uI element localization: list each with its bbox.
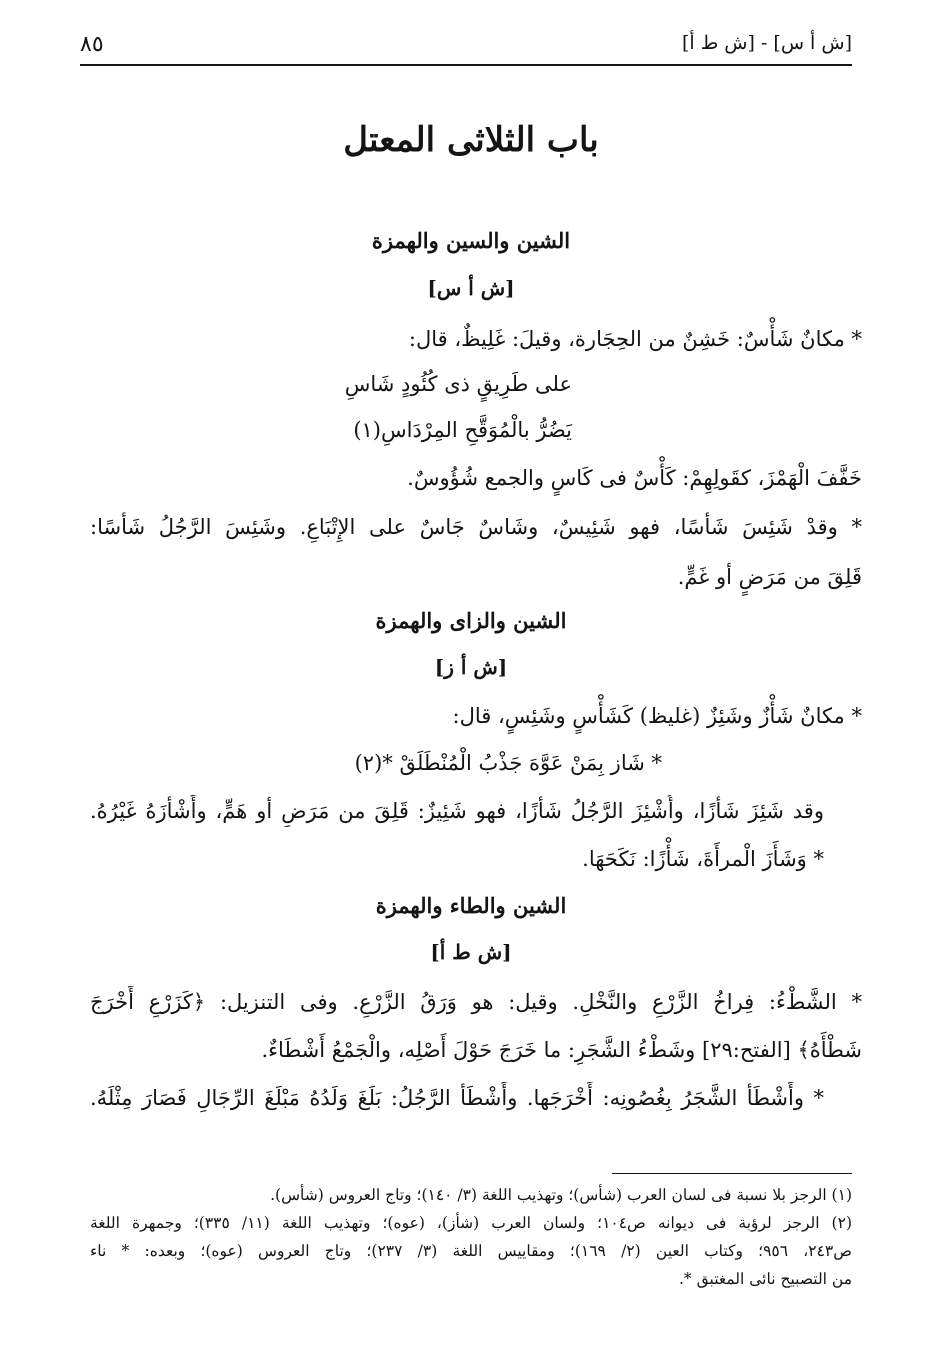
entry-line: * مكانٌ شَأْسٌ: خَشِنٌ من الحِجَارة، وقيلَ: غَلِيظٌ، قال: [408, 327, 862, 351]
root-label-sh-t-a: [ش ط أ] [430, 940, 512, 964]
entry-line: وقد شَئِزَ شَأَزًا، وأُشْئِزَ الرَّجُلُ شَأَزًا، فهو شَئِيزٌ: قَلِقَ من مَرَضٍ أو هَمٍّ، وأَشْأَزَهُ غَيْرُهُ. [90, 799, 824, 823]
section-title-shin-ta-hamza: الشين والطاء والهمزة [375, 893, 567, 918]
chapter-title: باب الثلاثى المعتل [343, 120, 599, 160]
entry-line: * وأَشْطَأَ الشَّجَرُ بِغُصُونِه: أَخْرَجَها. وأَشْطَأَ الرَّجُلُ: بَلَغَ وَلَدُهُ مَبْلَغَ الرِّجَالِ فَصَارَ مِثْلَهُ. [90, 1086, 824, 1110]
entry-line: شَطْأَهُ﴾ [الفتح:٢٩] وشَطْءُ الشَّجَرِ: ما خَرَجَ حَوْلَ أَصْلِه، والْجَمْعُ أَشْطَاءٌ. [261, 1038, 862, 1062]
section-title-shin-sin-hamza: الشين والسين والهمزة [371, 228, 571, 253]
running-head: [ش أ س] - [ش ط أ] [681, 32, 852, 54]
footnote-separator [612, 1173, 852, 1174]
entry-line: * مكانٌ شَأْزٌ وشَئِزٌ (غليظ) كَشَأْسٍ وشَئِسٍ، قال: [452, 704, 862, 728]
footnote: (١) الرجز بلا نسبة فى لسان العرب (شأس)؛ وتهذيب اللغة (٣/ ١٤٠)؛ وتاج العروس (شأس). [270, 1186, 852, 1204]
entry-line: * وَشَأَزَ الْمرأَةَ، شَأْزًا: نَكَحَهَا. [582, 847, 824, 871]
footnote: من التصبيح نائى المغتبق *. [678, 1270, 852, 1288]
entry-line: * الشَّطْءُ: فِراخُ الزَّرْعِ والنَّخْلِ. وقيل: هو وَرَقُ الزَّرْعِ. وفى التنزيل: ﴿كَزَرْعٍ أَخْرَجَ [90, 990, 862, 1014]
entry-line: قَلِقَ من مَرَضٍ أو غَمٍّ. [677, 565, 862, 589]
verse-line: يَضُرُّ بالْمُوَقَّحِ المِرْدَاسِ(١) [353, 418, 572, 442]
footnote: (٢) الرجز لرؤبة فى ديوانه ص١٠٤؛ ولسان العرب (شأز)، (عوه)؛ وتهذيب اللغة (١١/ ٣٣٥)؛ وجمهرة اللغة [90, 1214, 852, 1232]
root-label-sh-a-z: [ش أ ز] [434, 655, 508, 679]
section-title-shin-zay-hamza: الشين والزاى والهمزة [375, 608, 567, 633]
verse-line: على طَرِيقٍ ذى كُئُودٍ شَاسِ [344, 372, 572, 396]
page-number: ٨٥ [80, 32, 104, 57]
page-header [80, 30, 852, 66]
entry-line: خَفَّفَ الْهَمْزَ، كقَولِهِمْ: كَأْسٌ فى كَاسٍ والجمع شُؤُوسٌ. [407, 466, 862, 490]
entry-line: * وقدْ شَئِسَ شَأَسًا، فهو شَئِيسٌ، وشَاسٌ جَاسٌ على الإِتْبَاعِ. وشَئِسَ الرَّجُلُ شَأَسًا: [90, 515, 862, 539]
root-label-sh-a-s: [ش أ س] [427, 276, 515, 300]
verse-line: * شَاز بِمَنْ عَوَّهَ جَذْبُ الْمُنْطَلَقْ *(٢) [354, 751, 662, 775]
footnote: ص٢٤٣، ٩٥٦؛ وكتاب العين (٢/ ١٦٩)؛ ومقاييس اللغة (٣/ ٢٣٧)؛ وتاج العروس (عوه)؛ وبعده: * ناء [90, 1242, 852, 1260]
